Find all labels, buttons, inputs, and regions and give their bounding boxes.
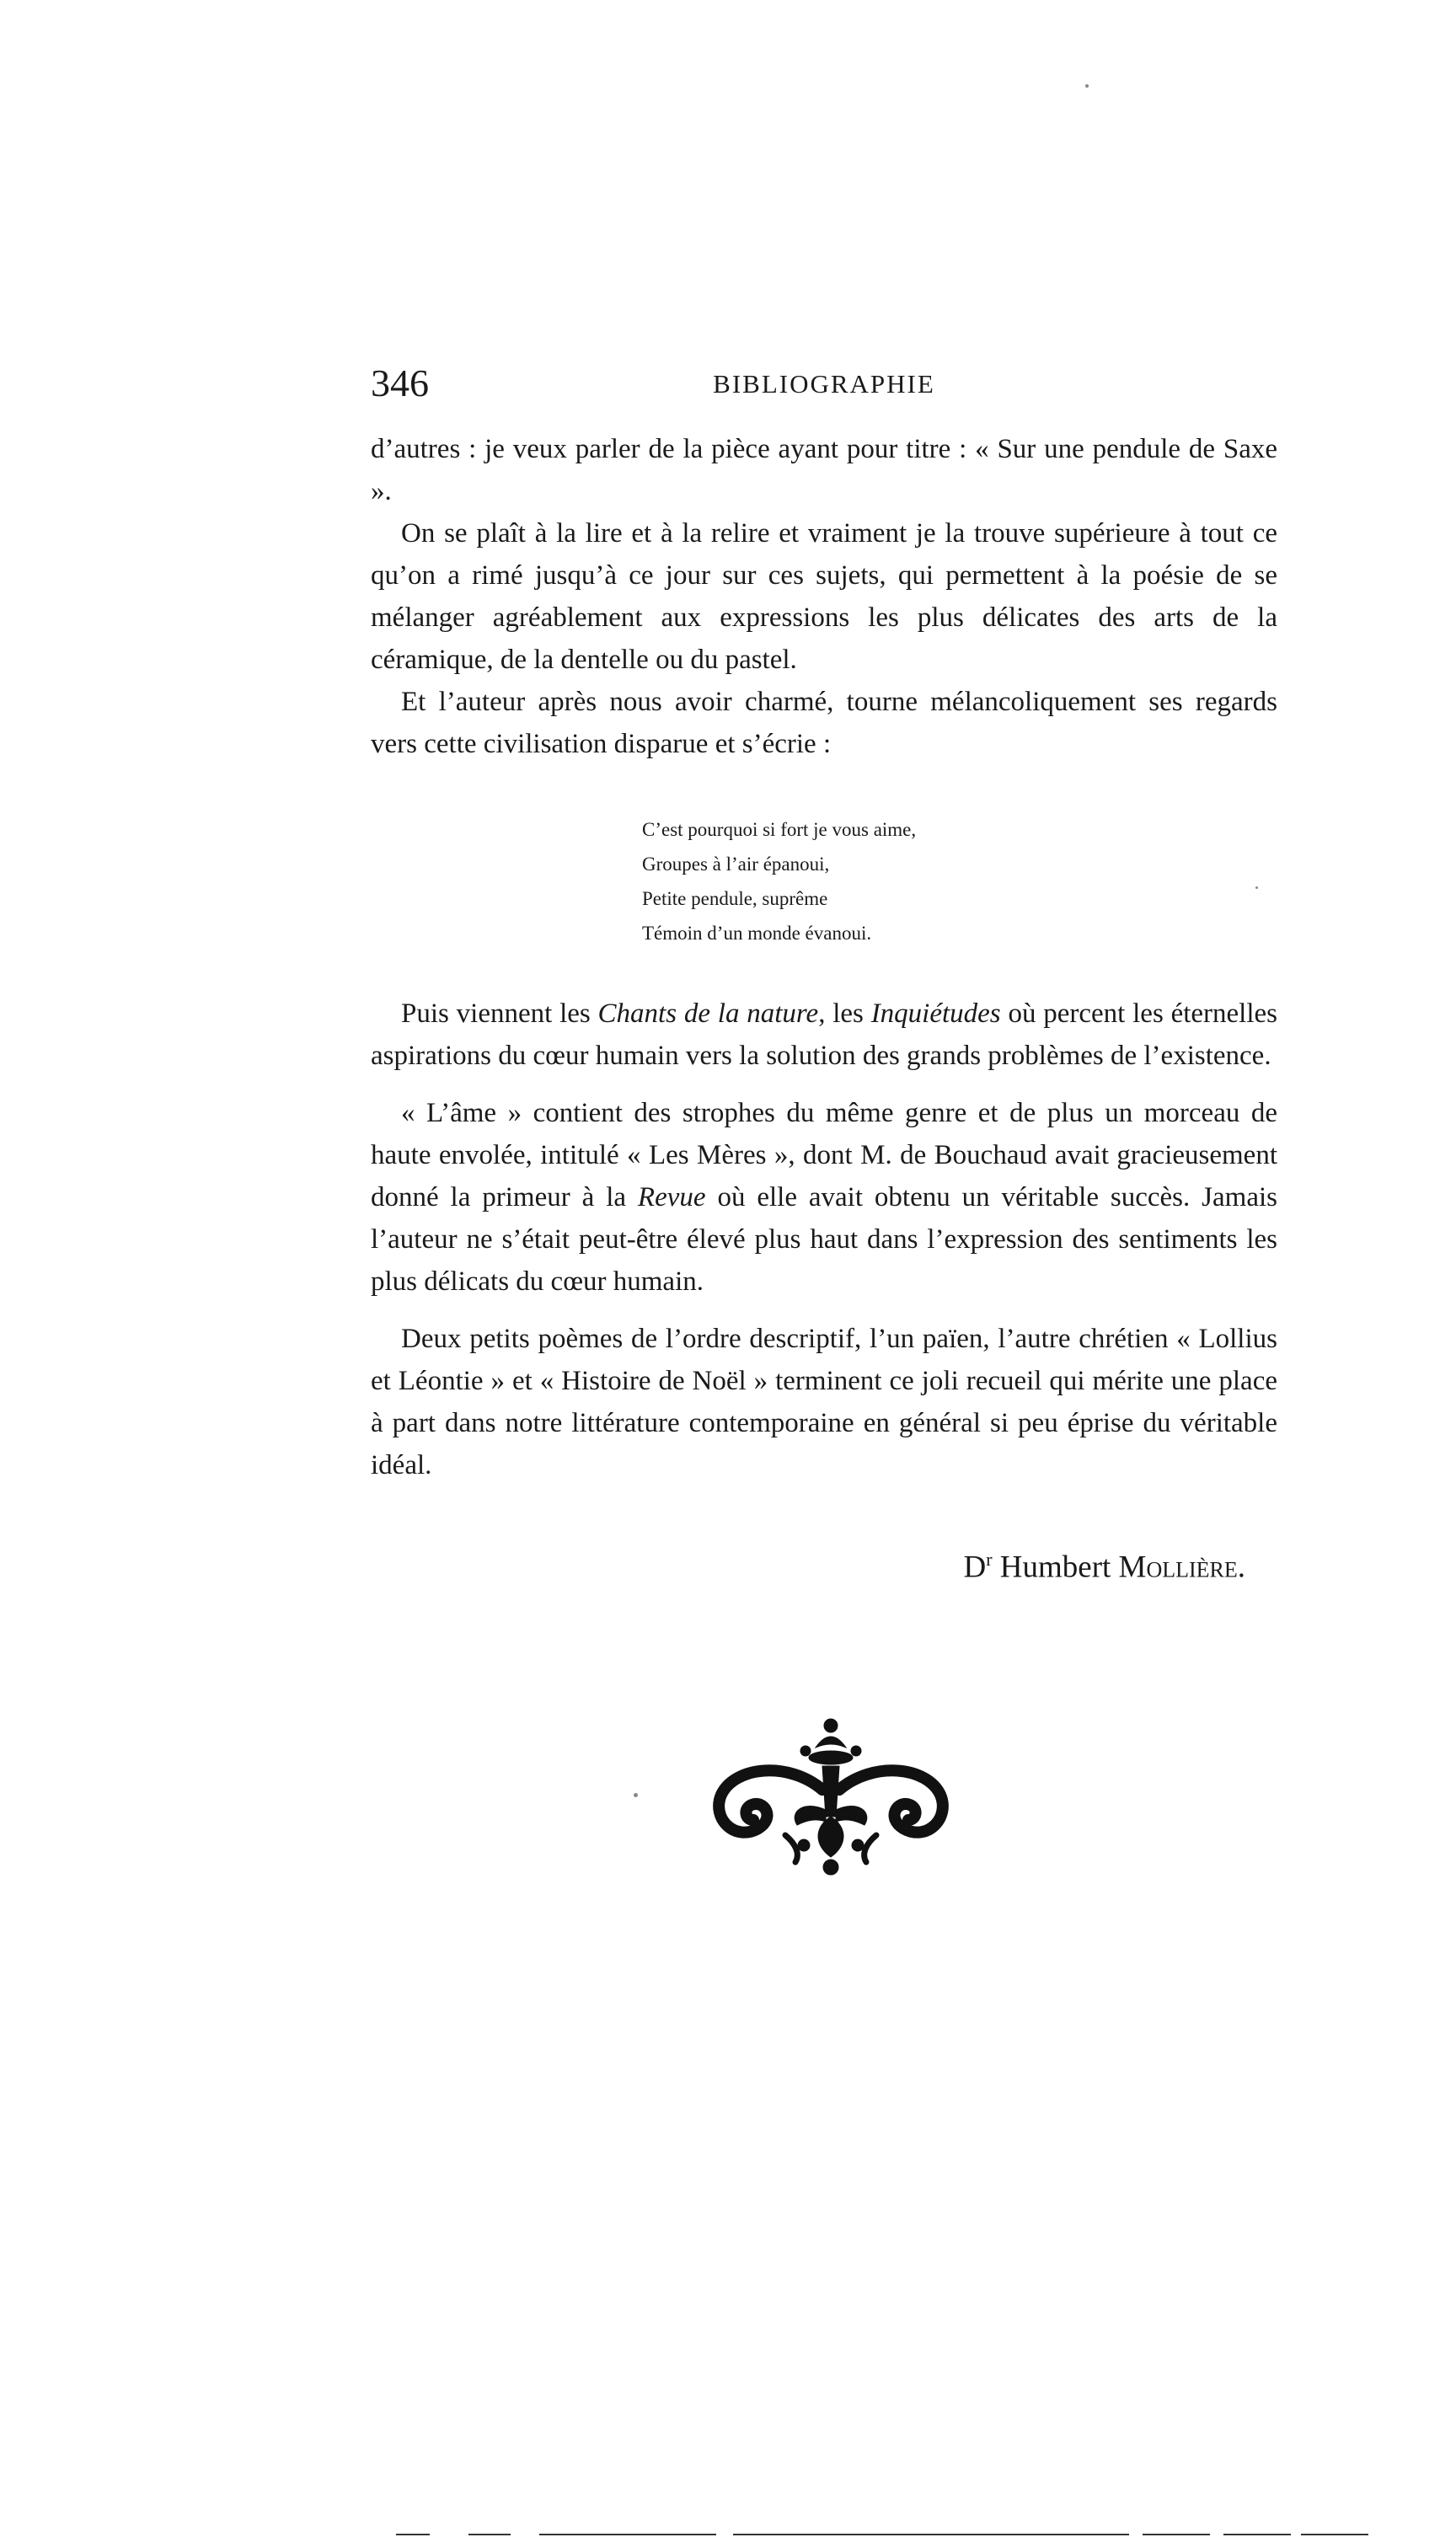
paragraph-4-text: Puis viennent les — [401, 998, 598, 1029]
running-title: BIBLIOGRAPHIE — [713, 369, 935, 399]
verse-line: Témoin d’un monde évanoui. — [642, 923, 872, 944]
bottom-edge-rule — [1301, 2534, 1368, 2535]
bottom-edge-rule — [1143, 2534, 1210, 2535]
article-body — [371, 428, 1277, 1588]
signature-title: D — [963, 1550, 987, 1585]
signature-first-name: Humbert — [999, 1550, 1111, 1585]
signature-title-sup: r — [986, 1549, 993, 1570]
paragraph-1: d’autres : je veux parler de la pièce ayant pour titre : « Sur une pendule de Saxe ». — [371, 434, 1277, 506]
paragraph-4 — [371, 993, 1277, 1077]
paragraph-2: On se plaît à la lire et à la relire et vraiment je la trouve supérieure à tout ce qu’on a rimé jusqu’à ce jour sur ces sujets, qui permettent à la poésie de se mélanger agréablement aux expressions les plus délicates des arts de la céramique, de la dentelle ou du pastel. — [371, 518, 1277, 675]
title-chants-de-la-nature: Chants de la nature — [597, 998, 819, 1029]
signature-last-name: Mollière. — [1118, 1550, 1245, 1585]
paragraph-3: Et l’auteur après nous avoir charmé, tourne mélancoliquement ses regards vers cette civilisation disparue et s’écrie : — [371, 687, 1277, 759]
page-header — [371, 361, 1277, 411]
ink-speck — [1255, 886, 1258, 889]
bottom-edge-rule — [733, 2534, 1129, 2535]
bottom-edge-rule — [539, 2534, 716, 2535]
ink-speck — [634, 1793, 638, 1797]
paragraph-4-text: , les — [818, 998, 871, 1029]
fleuron-ornament-icon — [704, 1717, 957, 1877]
paragraph-6: Deux petits poèmes de l’ordre descriptif, l’un païen, l’autre chrétien « Lollius et Léontie » et « Histoire de Noël » terminent ce joli recueil qui mérite une place à part dans notre littérature contemporaine en général si peu éprise du véritable idéal. — [371, 1324, 1277, 1480]
title-inquietudes: Inquiétudes — [870, 998, 1001, 1029]
bottom-edge-rule — [1223, 2534, 1291, 2535]
author-signature — [371, 1539, 1277, 1588]
paragraph-5 — [371, 1092, 1277, 1303]
paragraph-5-text: « L’âme » contient des strophes du même genre et de plus un morceau de haute envolée, intitulé « Les Mères », dont M. de Bouchaud avait gracieusement donné la primeur à la — [371, 1098, 1277, 1212]
bottom-edge-rule — [396, 2534, 430, 2535]
paragraph-4-text: où percent les éternelles aspirations du cœur humain vers la solution des grands problèmes de l’existence. — [371, 998, 1277, 1071]
verse-line: C’est pourquoi si fort je vous aime, — [642, 819, 917, 840]
verse-line: Petite pendule, suprême — [642, 888, 828, 909]
title-revue: Revue — [637, 1182, 706, 1212]
verse-line: Groupes à l’air épanoui, — [642, 854, 830, 875]
bottom-edge-rule — [468, 2534, 511, 2535]
page-number: 346 — [371, 361, 429, 404]
paragraph-5-text: où elle avait obtenu un véritable succès. Jamais l’auteur ne s’était peut-être élevé plus haut dans l’expression des sentiments les plus délicats du cœur humain. — [371, 1182, 1277, 1297]
ink-speck — [1085, 84, 1089, 88]
verse-quote — [642, 812, 1277, 950]
